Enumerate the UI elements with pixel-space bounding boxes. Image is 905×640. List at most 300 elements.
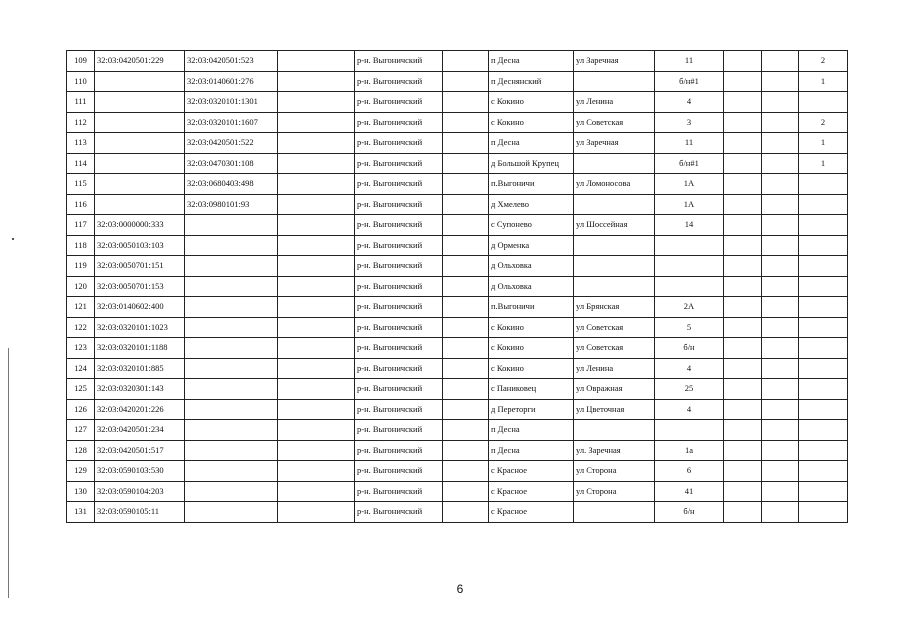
cell-house-number: 41 <box>655 481 724 502</box>
cell-count <box>799 440 848 461</box>
cell-street: ул Советская <box>574 317 655 338</box>
table-row <box>67 440 848 461</box>
cell-building-cadastral-number: 32:03:0420501:522 <box>185 133 278 154</box>
cell-empty <box>724 153 762 174</box>
cell-district: р-н. Выгоничский <box>355 440 443 461</box>
cell-empty <box>762 481 799 502</box>
cell-building-cadastral-number: 32:03:0980101:93 <box>185 194 278 215</box>
cell-count <box>799 379 848 400</box>
cell-row-number: 128 <box>67 440 95 461</box>
cell-district: р-н. Выгоничский <box>355 461 443 482</box>
cell-district: р-н. Выгоничский <box>355 317 443 338</box>
cell-settlement: с Кокино <box>489 338 574 359</box>
cell-row-number: 125 <box>67 379 95 400</box>
cell-house-number: 14 <box>655 215 724 236</box>
cell-empty <box>278 461 355 482</box>
cell-street: ул Шоссейная <box>574 215 655 236</box>
cell-street: ул Брянская <box>574 297 655 318</box>
cell-empty <box>762 174 799 195</box>
cell-empty <box>443 420 489 441</box>
cell-row-number: 118 <box>67 235 95 256</box>
cell-settlement: с Кокино <box>489 92 574 113</box>
cell-cadastral-number: 32:03:0320101:1188 <box>95 338 185 359</box>
cell-empty <box>762 194 799 215</box>
cell-row-number: 131 <box>67 502 95 523</box>
cell-settlement: с Кокино <box>489 317 574 338</box>
cell-empty <box>278 276 355 297</box>
table-row <box>67 215 848 236</box>
cell-street: ул Сторона <box>574 481 655 502</box>
cell-street <box>574 420 655 441</box>
cell-row-number: 129 <box>67 461 95 482</box>
cell-cadastral-number <box>95 153 185 174</box>
cell-street: ул. Заречная <box>574 440 655 461</box>
cell-row-number: 113 <box>67 133 95 154</box>
cell-empty <box>278 215 355 236</box>
cell-empty <box>278 358 355 379</box>
page-number: 6 <box>456 582 464 596</box>
cell-cadastral-number: 32:03:0000000:333 <box>95 215 185 236</box>
table-row <box>67 153 848 174</box>
cell-empty <box>278 235 355 256</box>
cell-house-number: б/н#1 <box>655 153 724 174</box>
cell-house-number: 4 <box>655 358 724 379</box>
cell-street <box>574 276 655 297</box>
cell-district: р-н. Выгоничский <box>355 174 443 195</box>
cell-street: ул Заречная <box>574 133 655 154</box>
cell-empty <box>443 235 489 256</box>
cell-cadastral-number <box>95 71 185 92</box>
cell-empty <box>724 256 762 277</box>
cell-empty <box>724 297 762 318</box>
cell-count: 1 <box>799 71 848 92</box>
cell-building-cadastral-number <box>185 379 278 400</box>
cell-street <box>574 235 655 256</box>
cell-row-number: 110 <box>67 71 95 92</box>
cell-empty <box>762 358 799 379</box>
scan-margin-dot <box>12 238 14 240</box>
cell-street: ул Заречная <box>574 51 655 72</box>
cell-settlement: п Десна <box>489 133 574 154</box>
cell-district: р-н. Выгоничский <box>355 215 443 236</box>
cell-count <box>799 502 848 523</box>
table-row <box>67 51 848 72</box>
cell-empty <box>278 440 355 461</box>
cell-district: р-н. Выгоничский <box>355 112 443 133</box>
table-row <box>67 358 848 379</box>
table-body <box>67 51 848 523</box>
cell-street: ул Ленина <box>574 358 655 379</box>
cell-building-cadastral-number: 32:03:0420501:523 <box>185 51 278 72</box>
cell-house-number <box>655 276 724 297</box>
cell-settlement: д Орменка <box>489 235 574 256</box>
cell-row-number: 121 <box>67 297 95 318</box>
cell-count <box>799 276 848 297</box>
cell-empty <box>762 420 799 441</box>
cell-cadastral-number <box>95 174 185 195</box>
cell-empty <box>443 502 489 523</box>
cell-empty <box>443 92 489 113</box>
cell-empty <box>278 51 355 72</box>
cell-empty <box>724 338 762 359</box>
cell-building-cadastral-number <box>185 256 278 277</box>
cell-cadastral-number: 32:03:0140602:400 <box>95 297 185 318</box>
cell-count <box>799 235 848 256</box>
cell-count <box>799 481 848 502</box>
cell-district: р-н. Выгоничский <box>355 297 443 318</box>
cell-cadastral-number: 32:03:0590105:11 <box>95 502 185 523</box>
cell-count <box>799 420 848 441</box>
cell-house-number: 5 <box>655 317 724 338</box>
cell-count <box>799 92 848 113</box>
table-row <box>67 71 848 92</box>
cell-empty <box>278 71 355 92</box>
table-row <box>67 256 848 277</box>
cell-empty <box>443 71 489 92</box>
cell-empty <box>443 112 489 133</box>
cell-building-cadastral-number <box>185 235 278 256</box>
cell-count <box>799 461 848 482</box>
cell-empty <box>278 133 355 154</box>
cell-cadastral-number <box>95 133 185 154</box>
cadastral-table <box>66 50 848 523</box>
cell-building-cadastral-number <box>185 276 278 297</box>
cell-district: р-н. Выгоничский <box>355 194 443 215</box>
cell-empty <box>762 92 799 113</box>
cell-empty <box>724 51 762 72</box>
cell-empty <box>278 153 355 174</box>
cell-empty <box>443 215 489 236</box>
cell-street: ул Ленина <box>574 92 655 113</box>
cell-building-cadastral-number <box>185 297 278 318</box>
cell-district: р-н. Выгоничский <box>355 92 443 113</box>
cell-settlement: п Деснянский <box>489 71 574 92</box>
cell-count <box>799 174 848 195</box>
cell-empty <box>443 276 489 297</box>
cell-settlement: с Красное <box>489 481 574 502</box>
cell-building-cadastral-number: 32:03:0470301:108 <box>185 153 278 174</box>
cell-house-number: 11 <box>655 133 724 154</box>
cell-street: ул Сторона <box>574 461 655 482</box>
cell-empty <box>724 112 762 133</box>
table-row <box>67 317 848 338</box>
cell-row-number: 124 <box>67 358 95 379</box>
cell-district: р-н. Выгоничский <box>355 256 443 277</box>
cell-house-number: б/н#1 <box>655 71 724 92</box>
cell-row-number: 111 <box>67 92 95 113</box>
cell-building-cadastral-number: 32:03:0320101:1301 <box>185 92 278 113</box>
cell-house-number <box>655 256 724 277</box>
cell-empty <box>443 133 489 154</box>
cell-cadastral-number: 32:03:0050701:151 <box>95 256 185 277</box>
cell-empty <box>724 276 762 297</box>
cell-settlement: д Переторги <box>489 399 574 420</box>
cell-building-cadastral-number <box>185 317 278 338</box>
cell-cadastral-number: 32:03:0420501:229 <box>95 51 185 72</box>
table-row <box>67 461 848 482</box>
cell-building-cadastral-number <box>185 358 278 379</box>
cell-house-number: 3 <box>655 112 724 133</box>
cell-count <box>799 297 848 318</box>
cell-empty <box>762 399 799 420</box>
cell-empty <box>762 379 799 400</box>
table-row <box>67 338 848 359</box>
cell-empty <box>762 502 799 523</box>
cell-count <box>799 399 848 420</box>
cell-empty <box>278 112 355 133</box>
cell-empty <box>724 502 762 523</box>
cell-district: р-н. Выгоничский <box>355 379 443 400</box>
cell-row-number: 114 <box>67 153 95 174</box>
cell-empty <box>724 194 762 215</box>
cell-empty <box>278 338 355 359</box>
cell-house-number: 4 <box>655 92 724 113</box>
cell-empty <box>278 379 355 400</box>
cell-empty <box>762 440 799 461</box>
cell-empty <box>443 153 489 174</box>
cell-street <box>574 194 655 215</box>
cell-empty <box>762 71 799 92</box>
cell-count: 1 <box>799 133 848 154</box>
cell-cadastral-number: 32:03:0420501:517 <box>95 440 185 461</box>
cell-settlement: с Паниковец <box>489 379 574 400</box>
cell-empty <box>724 481 762 502</box>
cell-settlement: с Кокино <box>489 112 574 133</box>
table-row <box>67 297 848 318</box>
cell-street <box>574 71 655 92</box>
cell-settlement: с Супонево <box>489 215 574 236</box>
cell-empty <box>724 133 762 154</box>
cell-empty <box>762 338 799 359</box>
cell-building-cadastral-number <box>185 215 278 236</box>
cell-empty <box>278 502 355 523</box>
cell-empty <box>278 194 355 215</box>
cell-empty <box>762 297 799 318</box>
cell-empty <box>724 174 762 195</box>
cell-empty <box>443 338 489 359</box>
cell-empty <box>443 461 489 482</box>
cell-cadastral-number: 32:03:0320101:885 <box>95 358 185 379</box>
cell-empty <box>443 297 489 318</box>
cell-empty <box>762 215 799 236</box>
cell-house-number: 11 <box>655 51 724 72</box>
cell-house-number: 25 <box>655 379 724 400</box>
cell-empty <box>443 256 489 277</box>
cell-row-number: 122 <box>67 317 95 338</box>
cell-row-number: 117 <box>67 215 95 236</box>
cell-count <box>799 194 848 215</box>
table-row <box>67 379 848 400</box>
cell-cadastral-number <box>95 112 185 133</box>
cell-empty <box>724 71 762 92</box>
cell-empty <box>443 194 489 215</box>
cell-building-cadastral-number: 32:03:0680403:498 <box>185 174 278 195</box>
cell-building-cadastral-number <box>185 338 278 359</box>
cell-empty <box>724 317 762 338</box>
table-row <box>67 276 848 297</box>
cell-empty <box>278 297 355 318</box>
cell-settlement: с Красное <box>489 461 574 482</box>
cell-house-number: 1А <box>655 194 724 215</box>
table-row <box>67 112 848 133</box>
cell-building-cadastral-number <box>185 399 278 420</box>
cell-street <box>574 256 655 277</box>
cell-empty <box>443 174 489 195</box>
cell-empty <box>762 235 799 256</box>
cell-cadastral-number: 32:03:0420501:234 <box>95 420 185 441</box>
cell-count: 2 <box>799 112 848 133</box>
cell-empty <box>443 379 489 400</box>
cell-empty <box>278 174 355 195</box>
table-row <box>67 235 848 256</box>
cell-row-number: 116 <box>67 194 95 215</box>
cell-empty <box>724 399 762 420</box>
cell-empty <box>762 256 799 277</box>
cell-row-number: 123 <box>67 338 95 359</box>
cell-house-number: 6 <box>655 461 724 482</box>
cell-row-number: 126 <box>67 399 95 420</box>
cell-street: ул Овражная <box>574 379 655 400</box>
cell-building-cadastral-number <box>185 502 278 523</box>
cell-house-number: б/н <box>655 502 724 523</box>
cell-house-number: 1а <box>655 440 724 461</box>
cell-empty <box>724 440 762 461</box>
cell-row-number: 119 <box>67 256 95 277</box>
cell-settlement: п Десна <box>489 440 574 461</box>
cell-empty <box>443 440 489 461</box>
cell-empty <box>724 92 762 113</box>
cell-empty <box>443 317 489 338</box>
cell-row-number: 130 <box>67 481 95 502</box>
cell-district: р-н. Выгоничский <box>355 502 443 523</box>
cell-cadastral-number: 32:03:0420201:226 <box>95 399 185 420</box>
cell-building-cadastral-number <box>185 481 278 502</box>
cell-settlement: п Десна <box>489 420 574 441</box>
cell-empty <box>443 358 489 379</box>
table-row <box>67 92 848 113</box>
cell-street: ул Советская <box>574 112 655 133</box>
cell-building-cadastral-number <box>185 440 278 461</box>
cell-count <box>799 338 848 359</box>
cell-count <box>799 215 848 236</box>
cell-count <box>799 256 848 277</box>
cell-settlement: д Хмелево <box>489 194 574 215</box>
cell-row-number: 112 <box>67 112 95 133</box>
cell-empty <box>278 399 355 420</box>
cell-settlement: с Красное <box>489 502 574 523</box>
cell-settlement: п.Выгоничи <box>489 297 574 318</box>
cell-empty <box>278 92 355 113</box>
cell-empty <box>724 215 762 236</box>
cell-cadastral-number <box>95 194 185 215</box>
cell-empty <box>762 276 799 297</box>
cell-empty <box>724 420 762 441</box>
cell-building-cadastral-number <box>185 461 278 482</box>
cell-district: р-н. Выгоничский <box>355 399 443 420</box>
table-row <box>67 420 848 441</box>
cell-empty <box>278 420 355 441</box>
cell-cadastral-number <box>95 92 185 113</box>
cell-empty <box>443 51 489 72</box>
cell-count: 1 <box>799 153 848 174</box>
scan-margin-line <box>8 348 9 598</box>
cell-cadastral-number: 32:03:0590104:203 <box>95 481 185 502</box>
cell-street <box>574 502 655 523</box>
cell-empty <box>762 317 799 338</box>
cell-house-number <box>655 235 724 256</box>
cell-empty <box>762 51 799 72</box>
cell-empty <box>278 256 355 277</box>
cell-empty <box>724 235 762 256</box>
cell-empty <box>762 461 799 482</box>
cell-cadastral-number: 32:03:0590103:530 <box>95 461 185 482</box>
cell-street: ул Цветочная <box>574 399 655 420</box>
cell-row-number: 120 <box>67 276 95 297</box>
cell-cadastral-number: 32:03:0320301:143 <box>95 379 185 400</box>
cell-empty <box>443 481 489 502</box>
cell-count <box>799 358 848 379</box>
cell-empty <box>724 358 762 379</box>
cell-house-number: 1А <box>655 174 724 195</box>
cell-count: 2 <box>799 51 848 72</box>
table-row <box>67 194 848 215</box>
cell-settlement: д Ольховка <box>489 276 574 297</box>
cell-empty <box>762 133 799 154</box>
cell-building-cadastral-number: 32:03:0140601:276 <box>185 71 278 92</box>
cell-street <box>574 153 655 174</box>
cell-empty <box>278 317 355 338</box>
table-row <box>67 502 848 523</box>
table-row <box>67 174 848 195</box>
cell-cadastral-number: 32:03:0050701:153 <box>95 276 185 297</box>
cell-district: р-н. Выгоничский <box>355 420 443 441</box>
cell-empty <box>443 399 489 420</box>
cell-district: р-н. Выгоничский <box>355 276 443 297</box>
cell-count <box>799 317 848 338</box>
cell-district: р-н. Выгоничский <box>355 133 443 154</box>
cell-house-number: 2А <box>655 297 724 318</box>
cell-house-number <box>655 420 724 441</box>
table-row <box>67 133 848 154</box>
cell-row-number: 109 <box>67 51 95 72</box>
cell-row-number: 127 <box>67 420 95 441</box>
cell-row-number: 115 <box>67 174 95 195</box>
cell-empty <box>278 481 355 502</box>
cell-building-cadastral-number <box>185 420 278 441</box>
cell-street: ул Советская <box>574 338 655 359</box>
cell-settlement: п.Выгоничи <box>489 174 574 195</box>
cell-district: р-н. Выгоничский <box>355 338 443 359</box>
cell-district: р-н. Выгоничский <box>355 358 443 379</box>
cell-building-cadastral-number: 32:03:0320101:1607 <box>185 112 278 133</box>
cell-cadastral-number: 32:03:0050103:103 <box>95 235 185 256</box>
cell-empty <box>724 379 762 400</box>
cell-house-number: б/н <box>655 338 724 359</box>
cell-district: р-н. Выгоничский <box>355 235 443 256</box>
cell-cadastral-number: 32:03:0320101:1023 <box>95 317 185 338</box>
cell-settlement: д Ольховка <box>489 256 574 277</box>
table-row <box>67 481 848 502</box>
cell-district: р-н. Выгоничский <box>355 481 443 502</box>
cell-settlement: д Большой Крупец <box>489 153 574 174</box>
cell-settlement: с Кокино <box>489 358 574 379</box>
cell-settlement: п Десна <box>489 51 574 72</box>
table-row <box>67 399 848 420</box>
cell-empty <box>762 112 799 133</box>
cell-district: р-н. Выгоничский <box>355 153 443 174</box>
cell-house-number: 4 <box>655 399 724 420</box>
cell-empty <box>762 153 799 174</box>
